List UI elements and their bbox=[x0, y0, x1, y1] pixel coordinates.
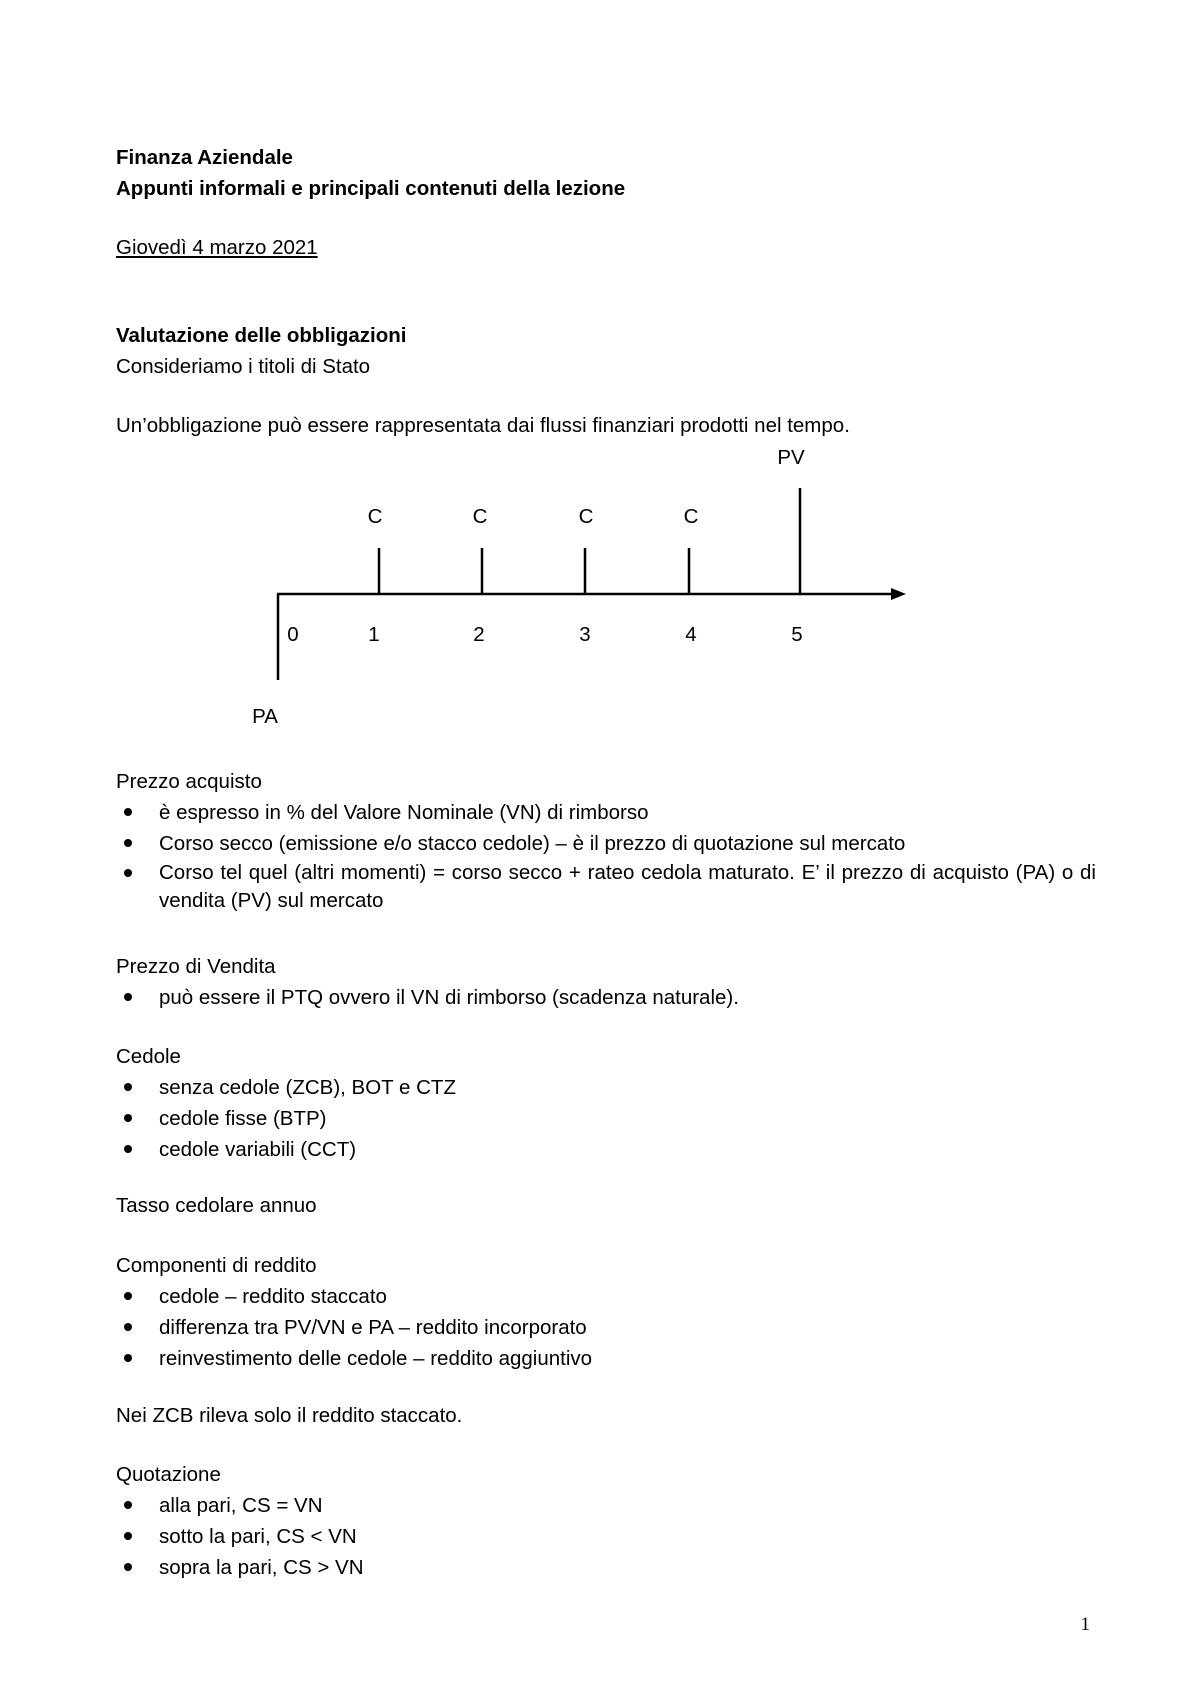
prezzo-acquisto-heading: Prezzo acquisto bbox=[116, 770, 262, 793]
list-item: reinvestimento delle cedole – reddito aggiuntivo bbox=[116, 1343, 1096, 1374]
period-label-2: 2 bbox=[473, 623, 485, 646]
period-label-4: 4 bbox=[685, 623, 697, 646]
cedole-list bbox=[116, 1072, 1096, 1165]
period-label-0: 0 bbox=[287, 623, 299, 646]
cedole-heading: Cedole bbox=[116, 1045, 181, 1068]
doc-subtitle: Appunti informali e principali contenuti della lezione bbox=[116, 177, 626, 200]
zcb-note: Nei ZCB rileva solo il reddito staccato. bbox=[116, 1404, 463, 1427]
list-item: sopra la pari, CS > VN bbox=[116, 1552, 1096, 1583]
section-intro: Un’obbligazione può essere rappresentata dai flussi finanziari prodotti nel tempo. bbox=[116, 414, 850, 437]
list-item: è espresso in % del Valore Nominale (VN) di rimborso bbox=[116, 797, 1096, 828]
prezzo-vendita-list bbox=[116, 982, 1096, 1013]
doc-title: Finanza Aziendale bbox=[116, 146, 293, 169]
list-item: può essere il PTQ ovvero il VN di rimborso (scadenza naturale). bbox=[116, 982, 1096, 1013]
quotazione-list bbox=[116, 1490, 1096, 1583]
lesson-date-text: Giovedì 4 marzo 2021 bbox=[116, 236, 318, 259]
componenti-list bbox=[116, 1281, 1096, 1374]
componenti-heading: Componenti di reddito bbox=[116, 1254, 317, 1277]
period-label-5: 5 bbox=[791, 623, 803, 646]
cash-flow-timeline bbox=[0, 440, 1200, 740]
period-label-3: 3 bbox=[579, 623, 591, 646]
cedole-section bbox=[116, 1041, 1096, 1165]
list-item: cedole fisse (BTP) bbox=[116, 1103, 1096, 1134]
period-label-1: 1 bbox=[368, 623, 380, 646]
time-axis-arrowhead bbox=[891, 588, 906, 600]
list-item: cedole – reddito staccato bbox=[116, 1281, 1096, 1312]
coupon-label-1: C bbox=[367, 505, 383, 528]
prezzo-acquisto-list bbox=[116, 797, 1096, 915]
lesson-date bbox=[116, 232, 1096, 263]
section-subtitle: Consideriamo i titoli di Stato bbox=[116, 355, 371, 378]
list-item: cedole variabili (CCT) bbox=[116, 1134, 1096, 1165]
pa-label: PA bbox=[252, 705, 278, 728]
quotazione-section bbox=[116, 1459, 1096, 1583]
list-item: Corso secco (emissione e/o stacco cedole) – è il prezzo di quotazione sul mercato bbox=[116, 828, 1096, 859]
pv-label: PV bbox=[777, 446, 805, 469]
list-item: senza cedole (ZCB), BOT e CTZ bbox=[116, 1072, 1096, 1103]
tasso-heading: Tasso cedolare annuo bbox=[116, 1194, 317, 1217]
section-title: Valutazione delle obbligazioni bbox=[116, 324, 407, 347]
quotazione-heading: Quotazione bbox=[116, 1463, 221, 1486]
componenti-section bbox=[116, 1250, 1096, 1374]
coupon-label-4: C bbox=[683, 505, 699, 528]
prezzo-vendita-heading: Prezzo di Vendita bbox=[116, 955, 276, 978]
coupon-label-2: C bbox=[472, 505, 488, 528]
list-item: alla pari, CS = VN bbox=[116, 1490, 1096, 1521]
prezzo-vendita-section bbox=[116, 951, 1096, 1013]
list-item: Corso tel quel (altri momenti) = corso secco + rateo cedola maturato. E’ il prezzo di acquisto (PA) o di vendita (PV) sul mercato bbox=[116, 859, 1096, 915]
list-item: differenza tra PV/VN e PA – reddito incorporato bbox=[116, 1312, 1096, 1343]
coupon-label-3: C bbox=[578, 505, 594, 528]
prezzo-acquisto-section bbox=[116, 766, 1096, 915]
list-item: sotto la pari, CS < VN bbox=[116, 1521, 1096, 1552]
page-number: 1 bbox=[1080, 1614, 1090, 1635]
